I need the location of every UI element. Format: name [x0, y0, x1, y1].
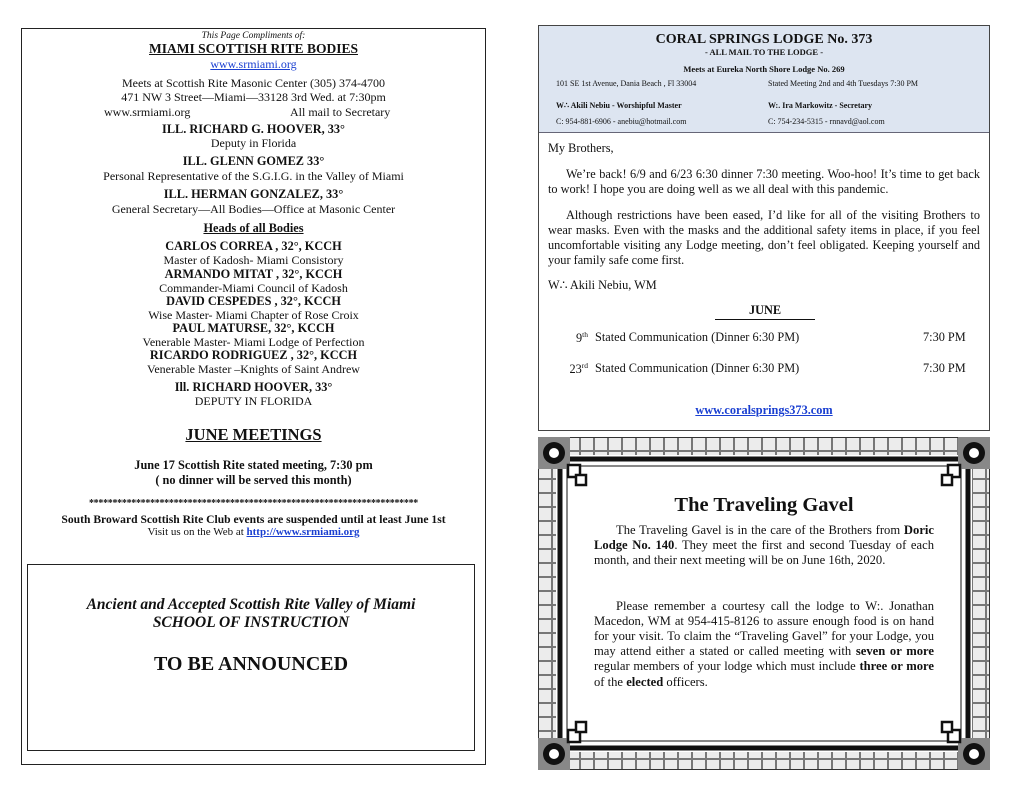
officer-title: Personal Representative of the S.G.I.G. in the Valley of Miami [103, 169, 404, 183]
master-label: W∴ Akili Nebiu - Worshipful Master [556, 101, 682, 110]
traveling-gavel-panel [538, 437, 990, 770]
head-name: CARLOS CORREA , 32°, KCCH [165, 239, 342, 253]
event-desc: Stated Communication (Dinner 6:30 PM) [595, 361, 800, 375]
school-box [27, 564, 475, 751]
secretary-contact: C: 754-234-5315 - rnnavd@aol.com [768, 117, 885, 126]
deputy-title: DEPUTY IN FLORIDA [194, 394, 313, 408]
gavel-title: The Traveling Gavel [674, 494, 854, 516]
coralsprings-link[interactable]: www.coralsprings373.com [695, 403, 833, 417]
mail-note: - ALL MAIL TO THE LODGE - [704, 47, 824, 57]
lodge-name: Doric Lodge No. 140 [594, 523, 934, 553]
lodge-address: 101 SE 1st Avenue, Dania Beach , Fl 33004 [556, 79, 697, 88]
club-notice: South Broward Scottish Rite Club events are suspended until at least June 1st [61, 513, 446, 526]
gavel-paragraph-1: The Traveling Gavel is in the care of the Brothers from Doric Lodge No. 140. They meet the first and second Tuesday of each month, and their next meeting will be on June 16th, 2020. [594, 523, 934, 568]
meets-line-3-left: www.srmiami.org [104, 105, 191, 119]
head-name: ARMANDO MITAT , 32°, KCCH [164, 267, 343, 281]
signature: W∴ Akili Nebiu, WM [548, 278, 657, 292]
school-line-1: Ancient and Accepted Scottish Rite Valley of Miami [86, 596, 416, 613]
month-heading: JUNE [715, 303, 815, 320]
event-day: 9 [576, 331, 583, 346]
head-title: Venerable Master- Miami Lodge of Perfection [142, 335, 365, 349]
gavel-paragraph-2: Please remember a courtesy call the lodge to W:. Jonathan Macedon, WM at 954-415-8126 to assure enough food is on hand for your visit. To claim the “Traveling Gavel” for your Lodge, you may attend either a stated or called meeting with seven or more regular members of your lodge which must include three or more of the elected officers. [594, 599, 935, 689]
head-title: Master of Kadosh- Miami Consistory [163, 253, 344, 267]
bodies-title: MIAMI SCOTTISH RITE BODIES [149, 41, 358, 56]
meeting-note: ( no dinner will be served this month) [155, 473, 352, 487]
coral-springs-panel [538, 25, 990, 431]
head-title: Commander-Miami Council of Kadosh [159, 281, 348, 295]
june-meetings-heading: JUNE MEETINGS [185, 425, 322, 444]
event-time: 7:30 PM [923, 361, 966, 375]
paragraph-2: Although restrictions have been eased, I’d like for all of the visiting Brothers to wear masks. Even with the masks and the additional safety items in place, if you feel uncomfortable visiting any Lodge meeting, don’t feel obligated. Keeping yourself and your family safe come first. [548, 208, 980, 267]
event-day-suffix: rd [581, 361, 588, 370]
school-line-2: SCHOOL OF INSTRUCTION [152, 614, 350, 631]
meeting-line: June 17 Scottish Rite stated meeting, 7:30 pm [134, 458, 373, 472]
meets-line-2: 471 NW 3 Street—Miami—33128 3rd Wed. at 7:30pm [121, 90, 386, 104]
school-tba: TO BE ANNOUNCED [153, 653, 349, 675]
srmiami-link[interactable]: www.srmiami.org [210, 57, 297, 71]
heads-heading: Heads of all Bodies [203, 221, 304, 235]
left-page [21, 28, 486, 765]
paragraph-1: We’re back! 6/9 and 6/23 6:30 dinner 7:30 meeting. Woo-hoo! It’s time to get back to work! I hope you are doing well as we all deal with this pandemic. [548, 167, 980, 196]
head-name: DAVID CESPEDES , 32°, KCCH [166, 294, 341, 308]
head-name: PAUL MATURSE, 32°, KCCH [172, 321, 335, 335]
salutation: My Brothers, [548, 141, 614, 155]
srmiami-web-link[interactable]: http://www.srmiami.org [246, 526, 360, 538]
officer-name: ILL. RICHARD G. HOOVER, 33° [162, 122, 345, 136]
event-desc: Stated Communication (Dinner 6:30 PM) [595, 330, 800, 344]
meets-line-1: Meets at Scottish Rite Masonic Center (305) 374-4700 [122, 76, 385, 90]
event-time: 7:30 PM [923, 330, 966, 344]
compliments-note: This Page Compliments of: [201, 31, 306, 41]
secretary-label: W:. Ira Markowitz - Secretary [768, 101, 873, 110]
officer-title: General Secretary—All Bodies—Office at Masonic Center [111, 202, 396, 216]
head-title: Venerable Master –Knights of Saint Andrew [147, 362, 360, 376]
head-name: RICARDO RODRIGUEZ , 32°, KCCH [149, 348, 358, 362]
officer-name: ILL. HERMAN GONZALEZ, 33° [163, 187, 344, 201]
head-title: Wise Master- Miami Chapter of Rose Croix [148, 308, 359, 322]
visit-prefix: Visit us on the Web at [147, 526, 247, 538]
stated-meeting: Stated Meeting 2nd and 4th Tuesdays 7:30 PM [768, 79, 919, 88]
star-divider: ********************************************************************** [88, 499, 418, 509]
event-day-suffix: th [582, 330, 588, 339]
deputy-name: Ill. RICHARD HOOVER, 33° [174, 380, 333, 394]
meets-line-3-right: All mail to Secretary [290, 105, 391, 119]
lodge-title: CORAL SPRINGS LODGE No. 373 [655, 32, 873, 47]
lodge-header [539, 26, 989, 133]
officer-title: Deputy in Florida [210, 136, 297, 150]
event-day: 23 [569, 362, 582, 377]
master-contact: C: 954-881-6906 - anebiu@hotmail.com [556, 117, 687, 126]
meets-at: Meets at Eureka North Shore Lodge No. 269 [683, 64, 845, 74]
officer-name: ILL. GLENN GOMEZ 33° [182, 154, 325, 168]
